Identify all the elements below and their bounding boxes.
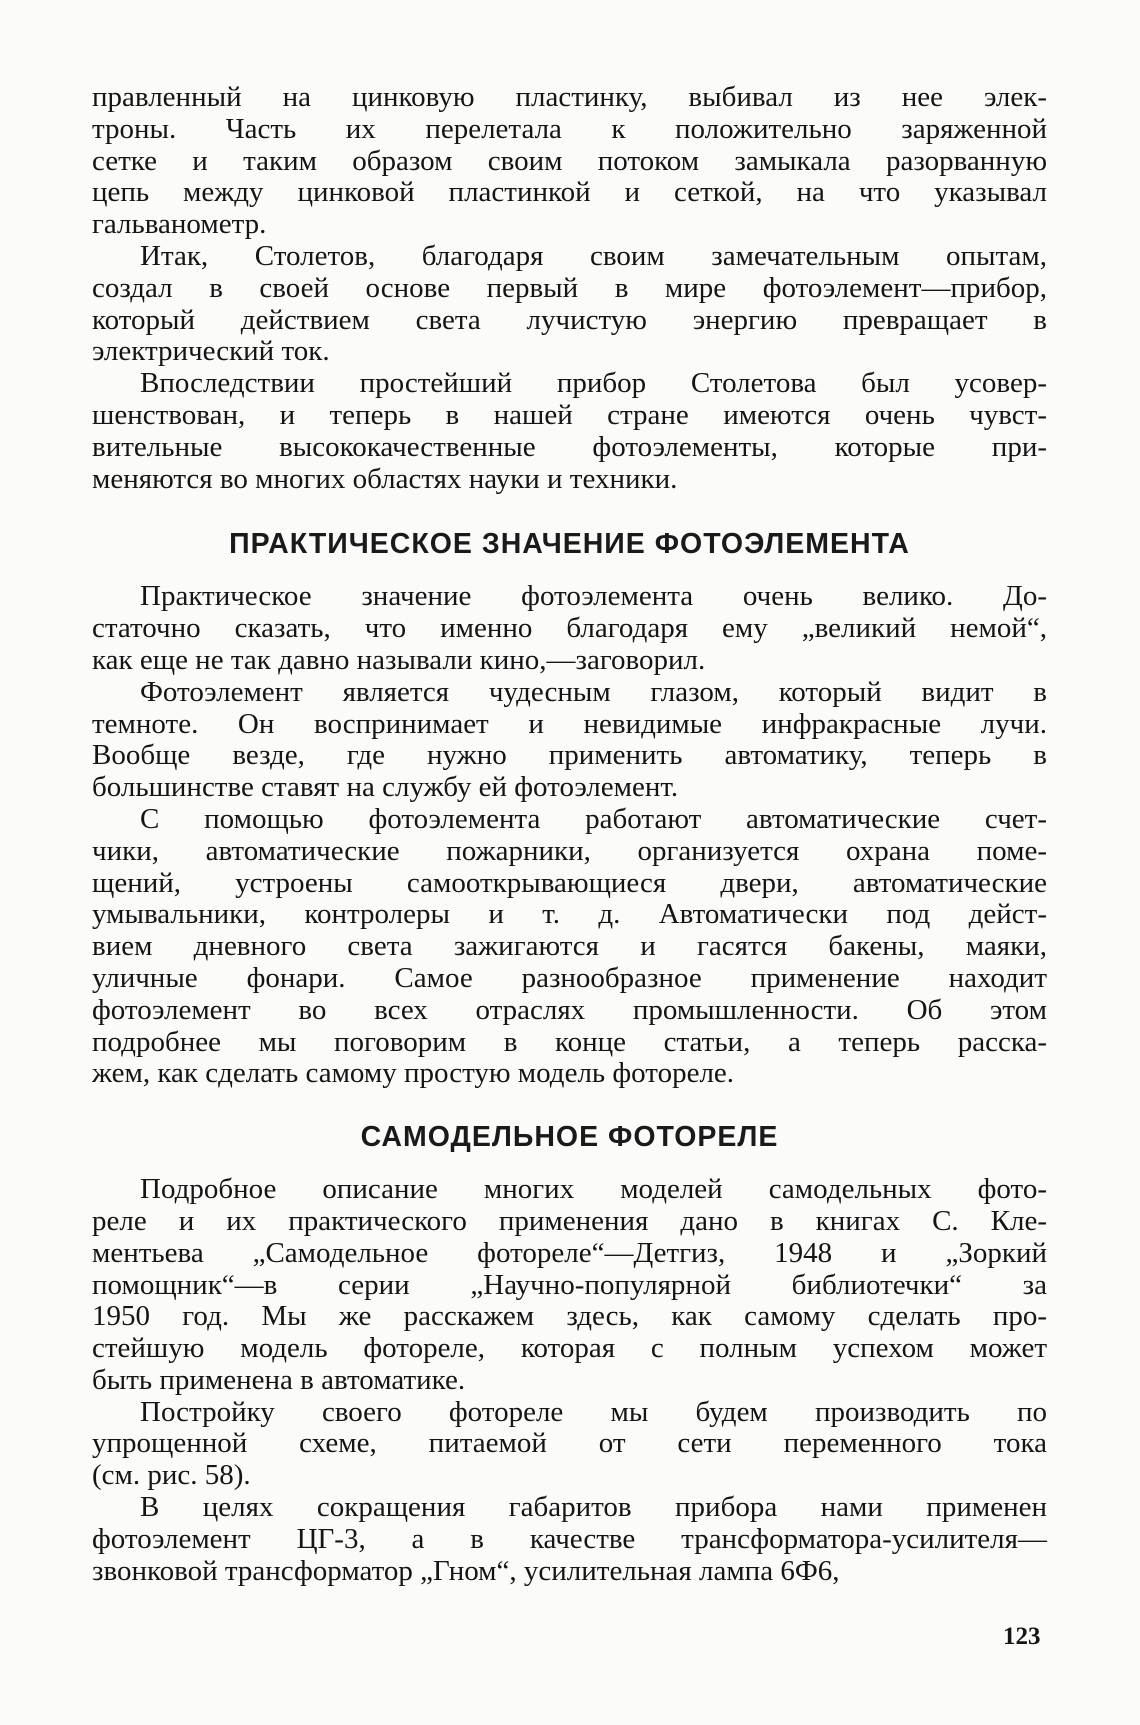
paragraph: С помощью фотоэлемента работают автоматические счет- чики, автоматические пожарники, организуется охрана поме- щений, устроены самооткрывающиеся двери, автоматические умывальники, контролеры и т. д. Автоматически под дейст- вием дневного света зажигаются и гасятся бакены, маяки, уличные фонари. Самое разнообразное применение находит фотоэлемент во всех отраслях промышленности. Об этом подробнее мы поговорим в конце статьи, а теперь расска- жем, как сделать самому простую модель фотореле.: [92, 802, 1047, 1090]
paragraph: Постройку своего фотореле мы будем производить по упрощенной схеме, питаемой от сети переменного тока (см. рис. 58).: [92, 1395, 1047, 1492]
paragraph: правленный на цинковую пластинку, выбивал из нее элек- троны. Часть их перелетала к положительно заряженной сетке и таким образом своим потоком замыкала разорванную цепь между цинковой пластинкой и сеткой, на что указывал гальванометр.: [92, 81, 1047, 241]
paragraph: Практическое значение фотоэлемента очень велико. До- статочно сказать, что именно благодаря ему „великий немой“, как еще не так давно называли кино,—заговорил.: [92, 580, 1047, 676]
section-heading: ПРАКТИЧЕСКОЕ ЗНАЧЕНИЕ ФОТОЭЛЕМЕНТА: [229, 528, 910, 561]
paragraph: Подробное описание многих моделей самодельных фото- реле и их практического применения дано в книгах С. Кле- ментьева „Самодельное фотореле“—Детгиз, 1948 и „Зоркий помощник“—в серии „Научно-популярной библиотечки“ за 1950 год. Мы же расскажем здесь, как самому сделать про- стейшую модель фотореле, которая с полным успехом может быть применена в автоматике.: [92, 1173, 1047, 1396]
book-page: [92, 82, 1047, 1587]
section-heading: САМОДЕЛЬНОЕ ФОТОРЕЛЕ: [360, 1121, 779, 1154]
paragraph: Впоследствии простейший прибор Столетова был усовер- шенствован, и теперь в нашей стране имеются очень чувст- вительные высококачественные фотоэлементы, которые при- меняются во многих областях науки и техники.: [92, 367, 1047, 495]
paragraph: В целях сокращения габаритов прибора нами применен фотоэлемент ЦГ-3, а в качестве трансформатора-усилителя— звонковой трансформатор „Гном“, усилительная лампа 6Ф6,: [92, 1491, 1047, 1587]
paragraph: Итак, Столетов, благодаря своим замечательным опытам, создал в своей основе первый в мире фотоэлемент—прибор, который действием света лучистую энергию превращает в электрический ток.: [92, 239, 1047, 368]
page-number: 123: [1003, 1623, 1041, 1650]
paragraph: Фотоэлемент является чудесным глазом, который видит в темноте. Он воспринимает и невидимые инфракрасные лучи. Вообще везде, где нужно применить автоматику, теперь в большинстве ставят на службу ей фотоэлемент.: [92, 675, 1047, 804]
